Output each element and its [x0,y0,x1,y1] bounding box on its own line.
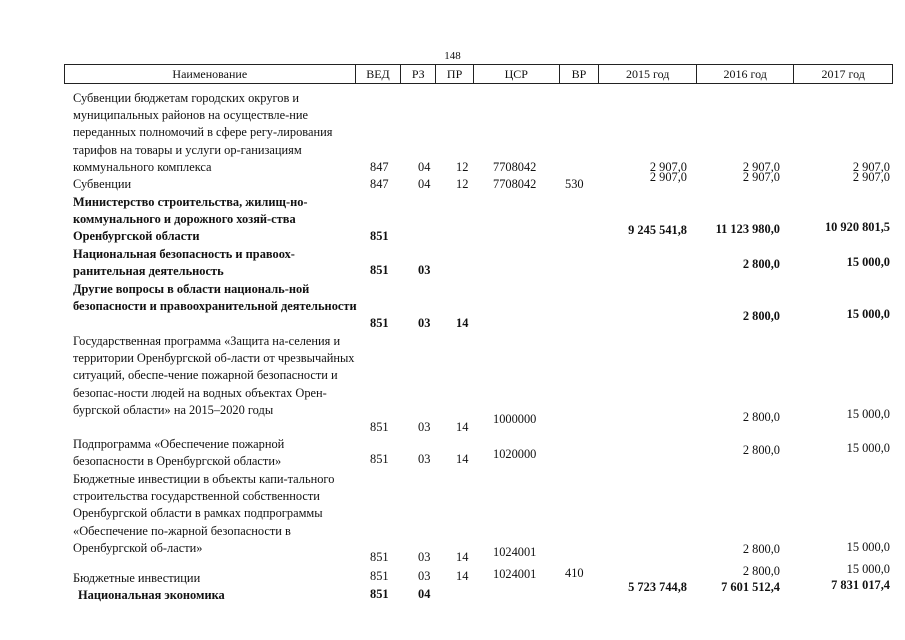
row-2017: 15 000,0 [846,562,890,576]
row-ved: 851 [370,263,389,277]
row-ved: 851 [370,420,389,434]
row-pr: 14 [456,316,469,330]
row-name: Другие вопросы в области националь-ной безопасности и правоохранительной деятельности [73,282,357,314]
row-name: Бюджетные инвестиции в объекты капи-тального строительства государственной собственности Оренбургской области в рамках подпрограммы «Обеспечение по-жарной безопасности в Оренбургской об-ласти» [73,472,335,555]
row-rz: 03 [418,452,431,466]
row-csr: 1024001 [493,567,537,581]
row-csr: 1024001 [493,545,537,559]
row-2016: 2 800,0 [742,410,780,424]
row-csr: 7708042 [493,160,537,174]
row-ved: 851 [370,550,389,564]
row-rz: 03 [418,263,431,277]
header-name: Наименование [65,65,356,83]
row-ved: 851 [370,316,389,330]
row-ved: 851 [370,452,389,466]
row-ved: 851 [370,587,389,601]
row-rz: 03 [418,316,431,330]
row-2015: 2 907,0 [649,160,687,174]
row-2017: 15 000,0 [846,407,890,421]
row-2016: 2 800,0 [742,257,780,271]
page-number: 148 [444,50,461,62]
header-csr: ЦСР [474,65,560,83]
row-pr: 14 [456,569,469,583]
row-ved: 851 [370,569,389,583]
row-name: Субвенции бюджетам городских округов и муниципальных районов на осуществле-ние переданных полномочий в сфере регу-лирования тарифов на товары и услуги ор-ганизациям коммунального комплекса [73,91,333,174]
row-2016: 2 800,0 [742,542,780,556]
row-vr: 410 [565,566,584,580]
row-pr: 12 [456,160,469,174]
row-2015: 5 723 744,8 [628,580,687,594]
row-rz: 03 [418,420,431,434]
row-rz: 03 [418,569,431,583]
header-pr: ПР [436,65,474,83]
row-2016: 2 907,0 [742,170,780,184]
row-csr: 7708042 [493,177,537,191]
row-rz: 04 [418,587,431,601]
row-pr: 14 [456,550,469,564]
row-2016: 2 800,0 [742,564,780,578]
row-2017: 2 907,0 [852,170,890,184]
row-2017: 7 831 017,4 [831,578,890,592]
header-2016: 2016 год [697,65,795,83]
row-2017: 15 000,0 [846,255,890,269]
row-name: Государственная программа «Защита на-селения и территории Оренбургской об-ласти от чрезвычайных ситуаций, обеспе-чение пожарной безопасности и безопас-ности людей на водных объектах Орен-бургской области» на 2015–2020 годы [73,334,355,417]
row-rz: 03 [418,550,431,564]
row-2016: 2 800,0 [742,309,780,323]
row-name: Субвенции [73,177,132,191]
row-name: Национальная экономика [78,588,225,602]
row-2015: 9 245 541,8 [628,223,687,237]
header-2017: 2017 год [821,66,865,81]
row-pr: 14 [456,452,469,466]
row-2017: 15 000,0 [846,540,890,554]
row-2017: 10 920 801,5 [824,220,890,234]
row-ved: 847 [370,160,389,174]
row-name: Национальная безопасность и правоох-ранительная деятельность [73,247,295,279]
row-2016: 2 907,0 [742,160,780,174]
row-name: Министерство строительства, жилищ-но-коммунального и дорожного хозяй-ства Оренбургской области [73,195,308,244]
header-vr: ВР [560,65,600,83]
row-ved: 847 [370,177,389,191]
row-vr: 530 [565,177,584,191]
row-2017: 15 000,0 [846,441,890,455]
header-rz: РЗ [401,65,436,83]
table-header [64,64,893,84]
row-2016: 7 601 512,4 [721,580,780,594]
row-csr: 1020000 [493,447,537,461]
row-rz: 04 [418,160,431,174]
row-ved: 851 [370,229,389,243]
row-2017: 15 000,0 [846,307,890,321]
row-2015: 2 907,0 [649,170,687,184]
header-ved: ВЕД [356,65,402,83]
row-name: Подпрограмма «Обеспечение пожарной безопасности в Оренбургской области» [73,437,285,469]
row-rz: 04 [418,177,431,191]
row-2016: 11 123 980,0 [715,222,780,236]
row-2017: 2 907,0 [852,160,890,174]
row-2016: 2 800,0 [742,443,780,457]
header-2015: 2015 год [599,65,697,83]
row-name: Бюджетные инвестиции [73,571,201,585]
row-pr: 12 [456,177,469,191]
row-csr: 1000000 [493,412,537,426]
row-pr: 14 [456,420,469,434]
